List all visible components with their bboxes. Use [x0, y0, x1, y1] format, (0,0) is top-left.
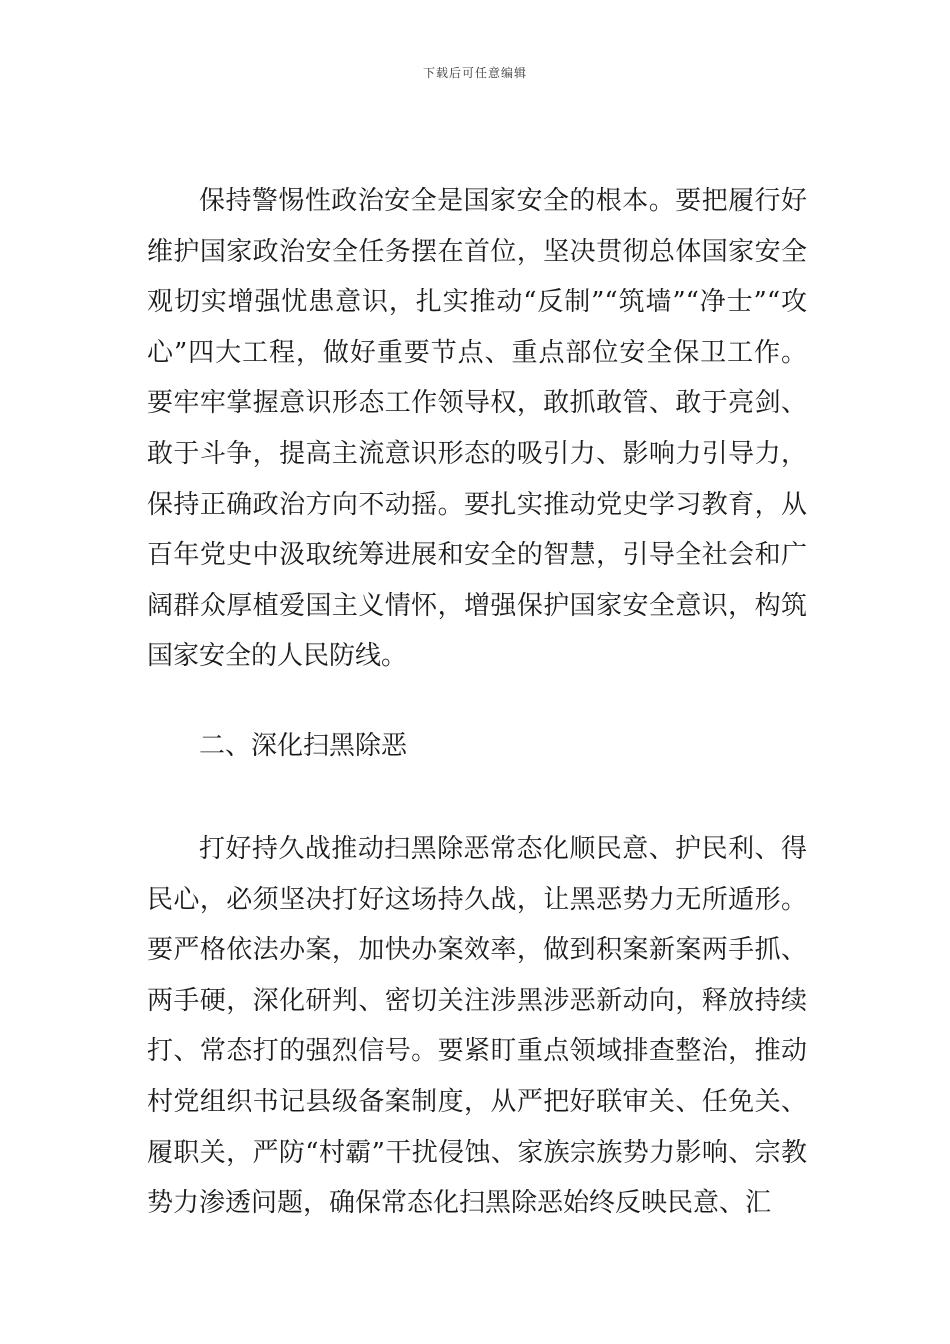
body-paragraph-2: 打好持久战推动扫黑除恶常态化顺民意、护民利、得民心，必须坚决打好这场持久战，让黑恶势力无所遁形。要严格依法办案，加快办案效率，做到积案新案两手抓、两手硬，深化研判、密切关注涉黑涉恶新动向，释放持续打、常态打的强烈信号。要紧盯重点领域排查整治，推动村党组织书记县级备案制度，从严把好联审关、任免关、履职关，严防“村霸”干扰侵蚀、家族宗族势力影响、宗教势力渗透问题，确保常态化扫黑除恶始终反映民意、汇 — [147, 834, 807, 1219]
header-note: 下载后可任意编辑 — [422, 66, 527, 80]
section-heading: 二、深化扫黑除恶 — [199, 731, 408, 761]
body-paragraph-1: 保持警惕性政治安全是国家安全的根本。要把履行好维护国家政治安全任务摆在首位，坚决贯彻总体国家安全观切实增强忧患意识，扎实推动“反制”“筑墙”“净士”“攻心”四大工程，做好重要节点、重点部位安全保卫工作。要牢牢掌握意识形态工作领导权，敢抓敢管、敢于亮剑、敢于斗争，提高主流意识形态的吸引力、影响力引导力，保持正确政治方向不动摇。要扎实推动党史学习教育，从百年党史中汲取统筹进展和安全的智慧，引导全社会和广阔群众厚植爱国主义情怀，增强保护国家安全意识，构筑国家安全的人民防线。 — [147, 186, 807, 672]
